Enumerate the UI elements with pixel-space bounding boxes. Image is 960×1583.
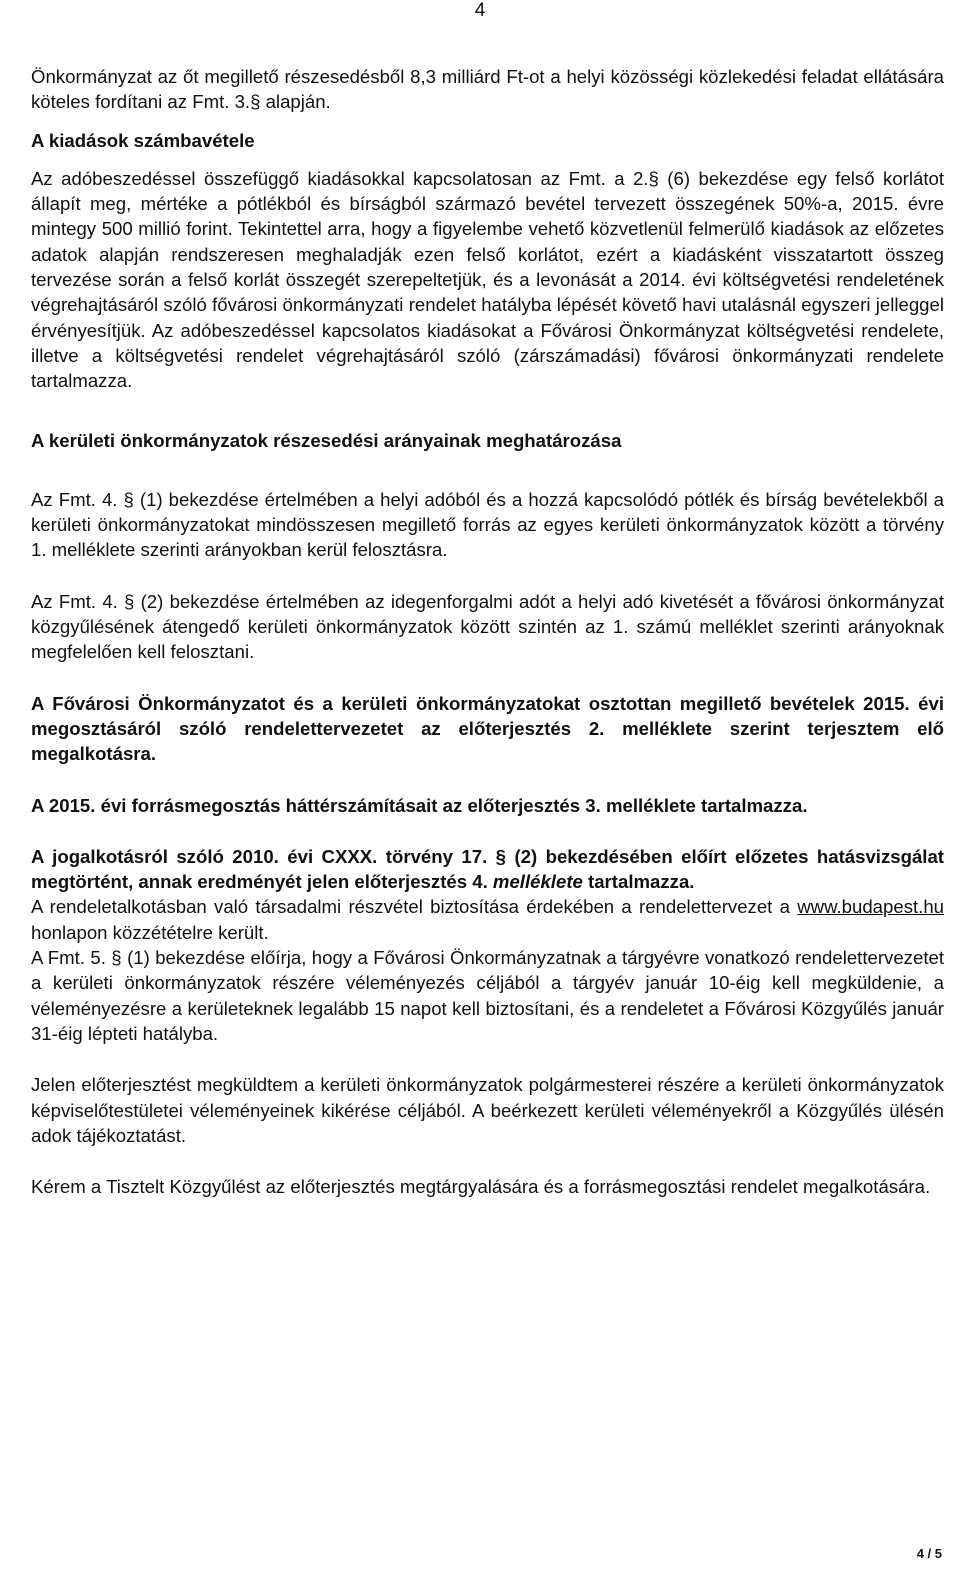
document-body (31, 64, 944, 1199)
impact-text-annex: melléklete (492, 871, 583, 893)
paragraph-fmt-5-1: A Fmt. 5. § (1) bekezdése előírja, hogy a Fővárosi Önkormányzatnak a tárgyévre vonatkozó rendelettervezetet a kerületi önkormányzatok részére véleményezés céljából a tárgyév január 10-éig kell megküldenie, a véleményezésre a kerületeknek legalább 15 napot kell biztosítani, és a rendeletet a Fővárosi Közgyűlés január 31-éig lépteti hatályba. (31, 947, 944, 1044)
heading-district-shares: A kerületi önkormányzatok részesedési arányainak meghatározása (31, 429, 622, 451)
paragraph-transport: Önkormányzat az őt megillető részesedésből 8,3 milliárd Ft-ot a helyi közösségi közlekedési feladat ellátására köteles fordítani az Fmt. 3.§ alapján. (31, 66, 944, 113)
footer-page-counter: 4 / 5 (916, 1546, 942, 1561)
paragraph-fmt-4-2: Az Fmt. 4. § (2) bekezdése értelmében az idegenforgalmi adót a helyi adó kivetését a fővárosi önkormányzat közgyűlésének átengedő kerületi önkormányzatok között szintén az 1. számú melléklet szerinti arányoknak megfelelően kell felosztani. (31, 590, 944, 663)
paragraph-public-participation (31, 894, 944, 945)
paragraph-request: Kérem a Tisztelt Közgyűlést az előterjesztés megtárgyalására és a forrásmegosztási rendelet megalkotására. (31, 1176, 931, 1198)
paragraph-impact-assessment (31, 844, 944, 895)
impact-text-start: A jogalkotásról szóló 2010. évi CXXX. törvény 17. § (2) bekezdésében előírt előzetes hatásvizsgálat megtörtént, annak eredményét jelen előterjesztés 4. (31, 845, 944, 893)
paragraph-decree-draft: A Fővárosi Önkormányzatot és a kerületi önkormányzatokat osztottan megillető bevételek 2015. évi megosztásáról szóló rendelettervezetet az előterjesztés 2. melléklete szerint terjesztem elő megalkotásra. (31, 692, 944, 765)
impact-text-end: tartalmazza. (582, 871, 695, 893)
budapest-website-link[interactable]: www.budapest.hu (797, 896, 944, 918)
participation-text-end: honlapon közzétételre került. (31, 921, 269, 943)
paragraph-fmt-4-1: Az Fmt. 4. § (1) bekezdése értelmében a helyi adóból és a hozzá kapcsolódó pótlék és bírság bevételekből a kerületi önkormányzatokat mindösszesen megillető forrás az egyes kerületi önkormányzatok között a törvény 1. melléklete szerinti arányokban kerül felosztásra. (31, 488, 944, 561)
participation-text-start: A rendeletalkotásban való társadalmi részvétel biztosítása érdekében a rendelettervezet a (31, 896, 798, 918)
page-number: 4 (474, 0, 486, 21)
paragraph-background-calc: A 2015. évi forrásmegosztás háttérszámításait az előterjesztés 3. melléklete tartalmazza. (31, 794, 808, 816)
paragraph-sent-to-districts: Jelen előterjesztést megküldtem a kerületi önkormányzatok polgármesterei részére a kerületi önkormányzatok képviselőtestületei véleményeinek kikérése céljából. A beérkezett kerületi véleményekről a Közgyűlés ülésén adok tájékoztatást. (31, 1074, 944, 1146)
heading-expenses: A kiadások számbavétele (31, 129, 255, 151)
paragraph-expenses: Az adóbeszedéssel összefüggő kiadásokkal kapcsolatosan az Fmt. a 2.§ (6) bekezdése egy felső korlátot állapít meg, mértéke a pótlékból és bírságból származó bevétel tervezett összegének 50%-a, 2015. évre mintegy 500 millió forint. Tekintettel arra, hogy a figyelembe vehető közvetlenül felmerülő kiadások az előzetes adatok alapján rendszeresen meghaladják ezen felső korlátot, ezért a kiadásként visszatartott összeg tervezése során a felső korlát összegét szerepeltetjük, és a levonását a 2014. évi költségvetési rendeletének végrehajtásáról szóló fővárosi önkormányzati rendelet hatályba lépését követő havi utalásnál egyszeri jelleggel érvényesítjük. Az adóbeszedéssel kapcsolatos kiadásokat a Fővárosi Önkormányzat költségvetési rendelete, illetve a költségvetési rendelet végrehajtásáról szóló (zárszámadási) fővárosi önkormányzati rendelete tartalmazza. (31, 167, 944, 392)
